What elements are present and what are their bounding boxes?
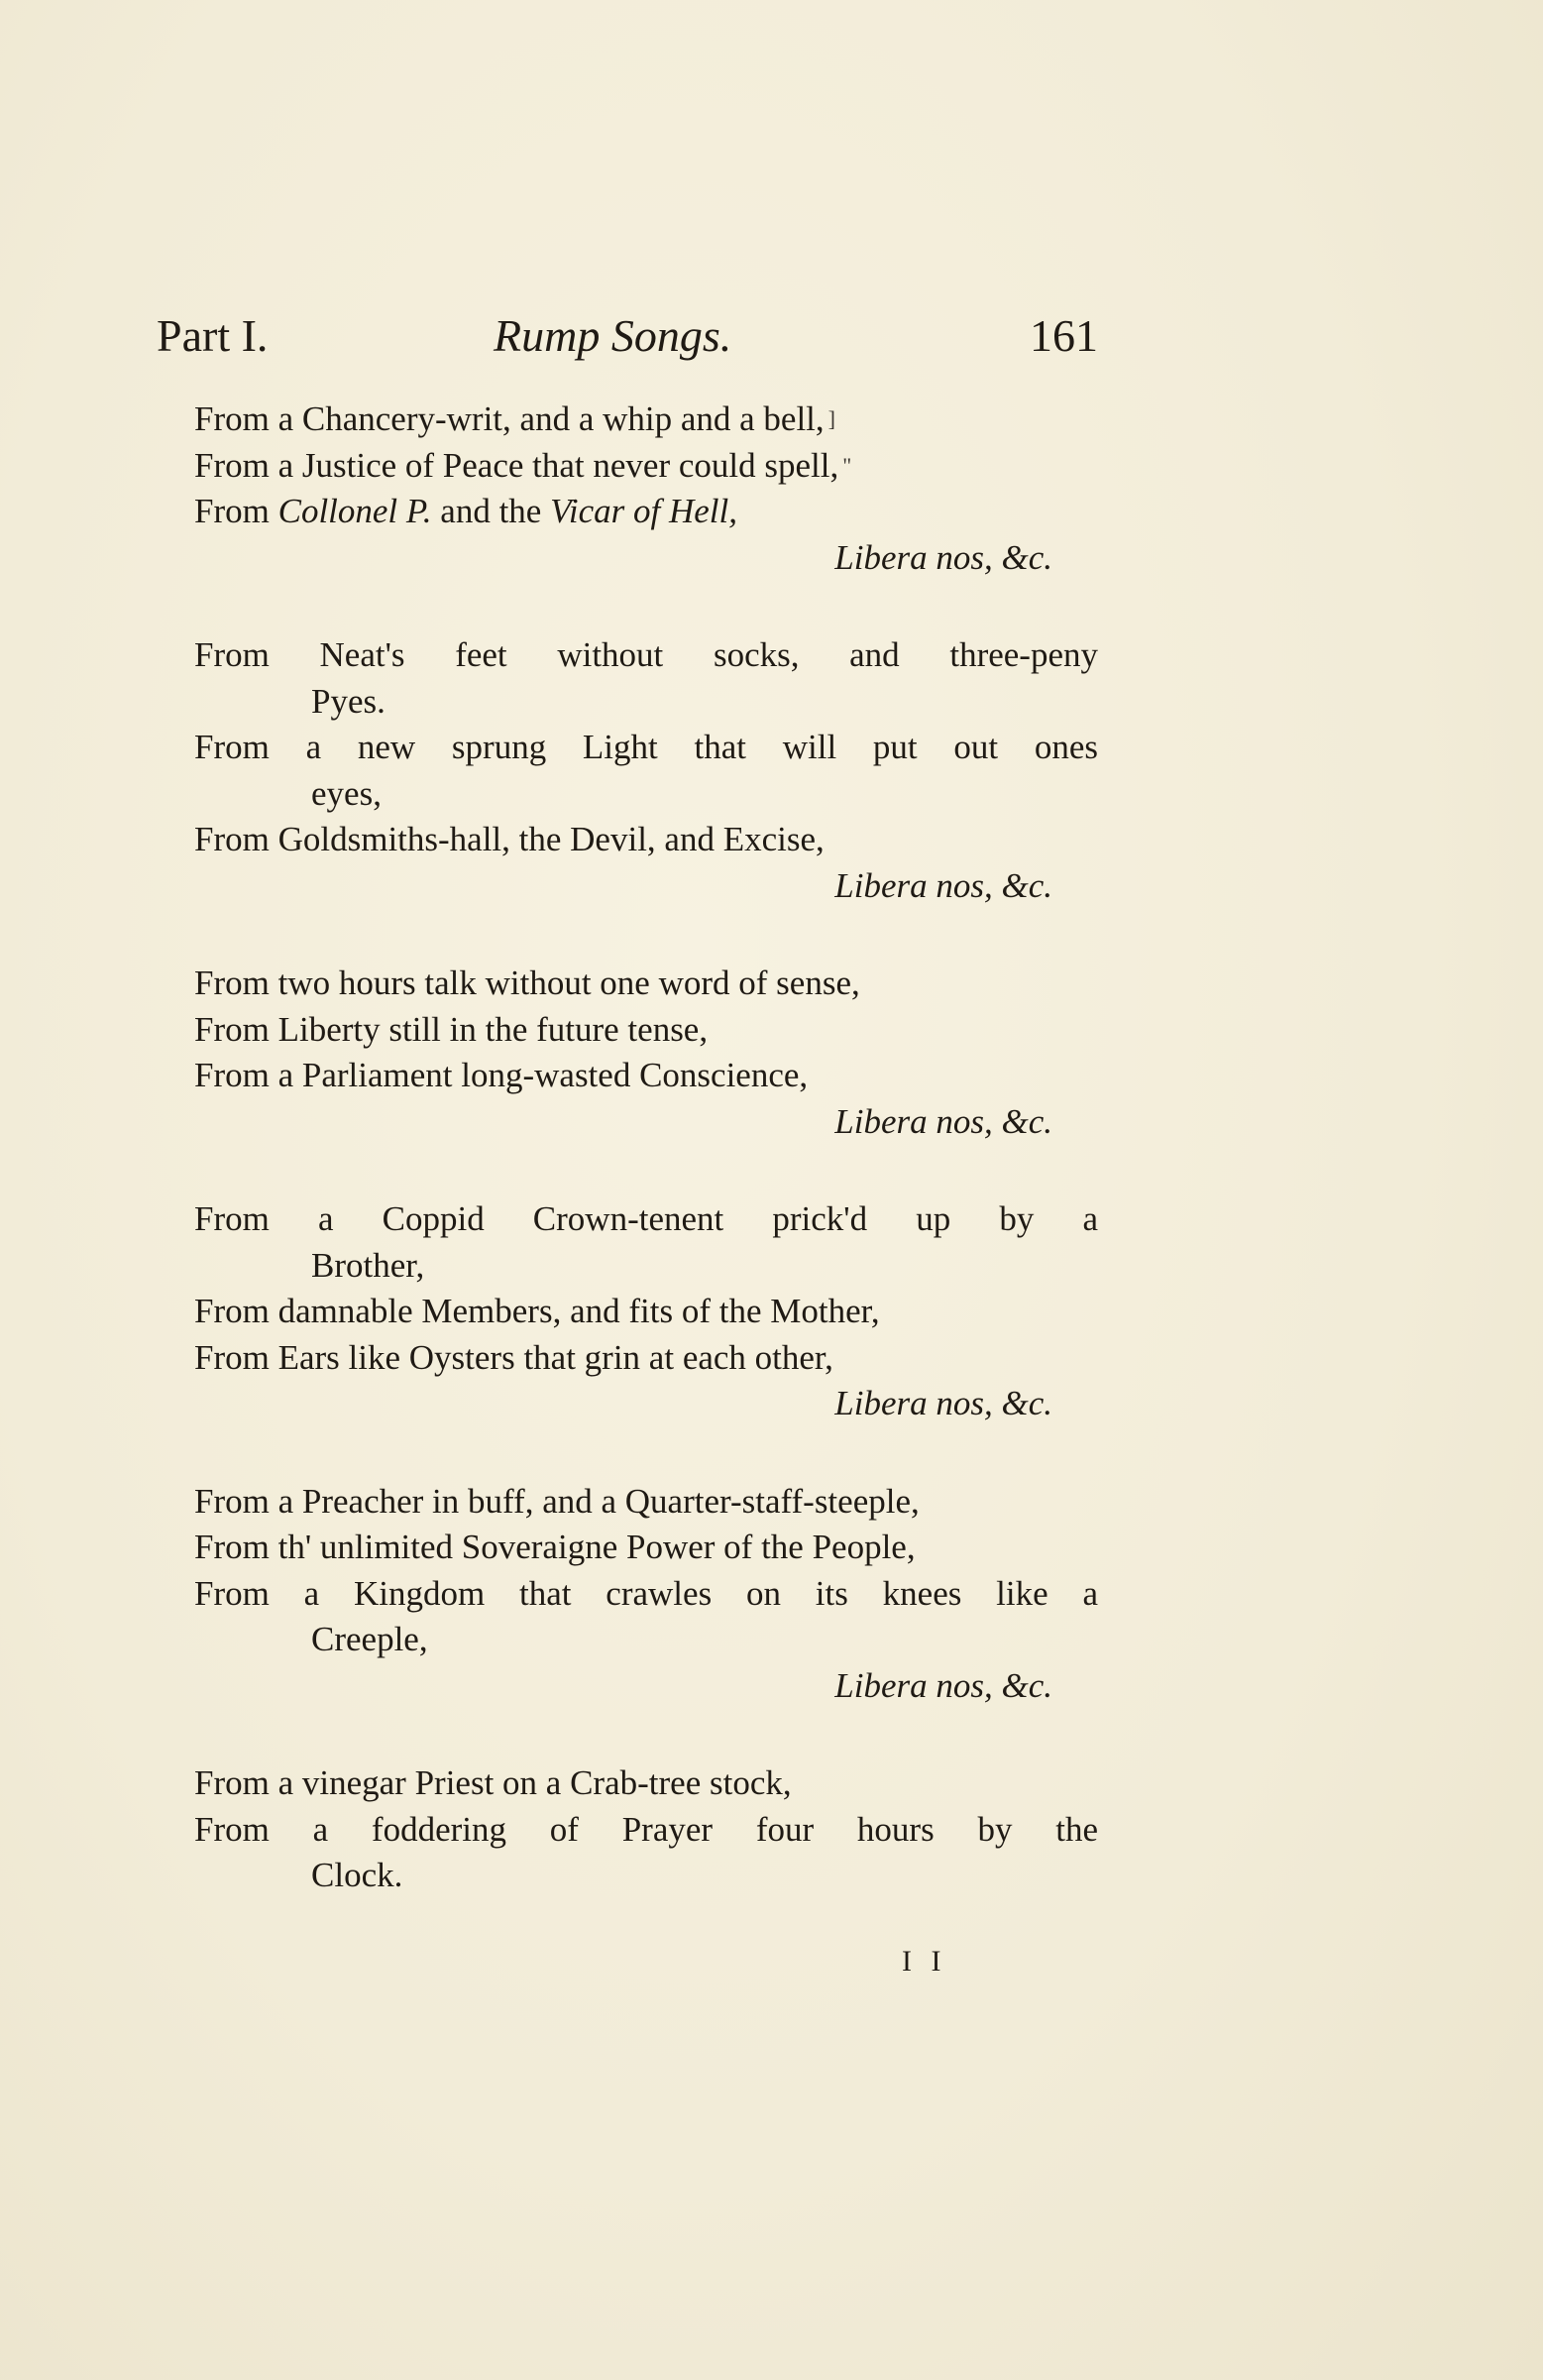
poem-line-continuation: Clock. xyxy=(311,1856,403,1894)
poem-body xyxy=(194,397,1098,1951)
poem-line: From a Preacher in buff, and a Quarter-staff-steeple, xyxy=(194,1481,920,1521)
poem-line: From th' unlimited Soveraigne Power of the People, xyxy=(194,1528,916,1566)
poem-line: From a new sprung Light that will put out ones xyxy=(194,728,1098,766)
bracket-mark: ] xyxy=(827,406,835,431)
poem-line: From a foddering of Prayer four hours by the xyxy=(194,1809,1098,1849)
refrain-line: Libera nos, &c. xyxy=(834,1384,1052,1422)
poem-line: From a Coppid Crown-tenent prick'd up by a xyxy=(194,1199,1098,1238)
stanza xyxy=(194,1479,1098,1710)
poem-line: From Goldsmiths-hall, the Devil, and Excise, xyxy=(194,820,825,858)
poem-line: From a Chancery-writ, and a whip and a bell, ] xyxy=(194,397,1098,443)
poem-line-continuation: Pyes. xyxy=(311,681,386,721)
poem-line-continuation: Creeple, xyxy=(311,1620,428,1658)
poem-line: From Collonel P. and the Vicar of Hell, xyxy=(194,492,737,530)
poem-line: From a Kingdom that crawles on its knees like a xyxy=(194,1573,1098,1613)
poem-line: From Ears like Oysters that grin at each other, xyxy=(194,1337,833,1377)
refrain-line: Libera nos, &c. xyxy=(834,1101,1052,1141)
signature-mark: I I xyxy=(902,1945,947,1978)
stanza xyxy=(194,1760,1098,1899)
stanza xyxy=(194,961,1098,1145)
running-title: Rump Songs. xyxy=(494,310,732,361)
poem-line-continuation: eyes, xyxy=(311,773,382,813)
part-label: Part I. xyxy=(157,310,269,361)
poem-line: From a Parliament long-wasted Conscience, xyxy=(194,1056,809,1094)
refrain-line: Libera nos, &c. xyxy=(834,1665,1052,1705)
page-number: 161 xyxy=(1030,310,1098,361)
bracket-mark: " xyxy=(842,452,852,478)
refrain-line: Libera nos, &c. xyxy=(834,865,1052,905)
poem-line: From Neat's feet without socks, and three-peny xyxy=(194,635,1098,674)
refrain-line: Libera nos, &c. xyxy=(834,537,1052,577)
poem-line: From a Justice of Peace that never could spell, " xyxy=(194,443,1098,490)
running-header xyxy=(157,309,1098,369)
poem-line: From a vinegar Priest on a Crab-tree stock, xyxy=(194,1763,792,1802)
poem-line-continuation: Brother, xyxy=(311,1245,425,1285)
poem-line: From damnable Members, and fits of the Mother, xyxy=(194,1292,880,1330)
poem-line: From Liberty still in the future tense, xyxy=(194,1009,709,1049)
stanza xyxy=(194,397,1098,581)
stanza xyxy=(194,632,1098,909)
poem-line: From two hours talk without one word of sense, xyxy=(194,963,860,1002)
stanza xyxy=(194,1196,1098,1427)
